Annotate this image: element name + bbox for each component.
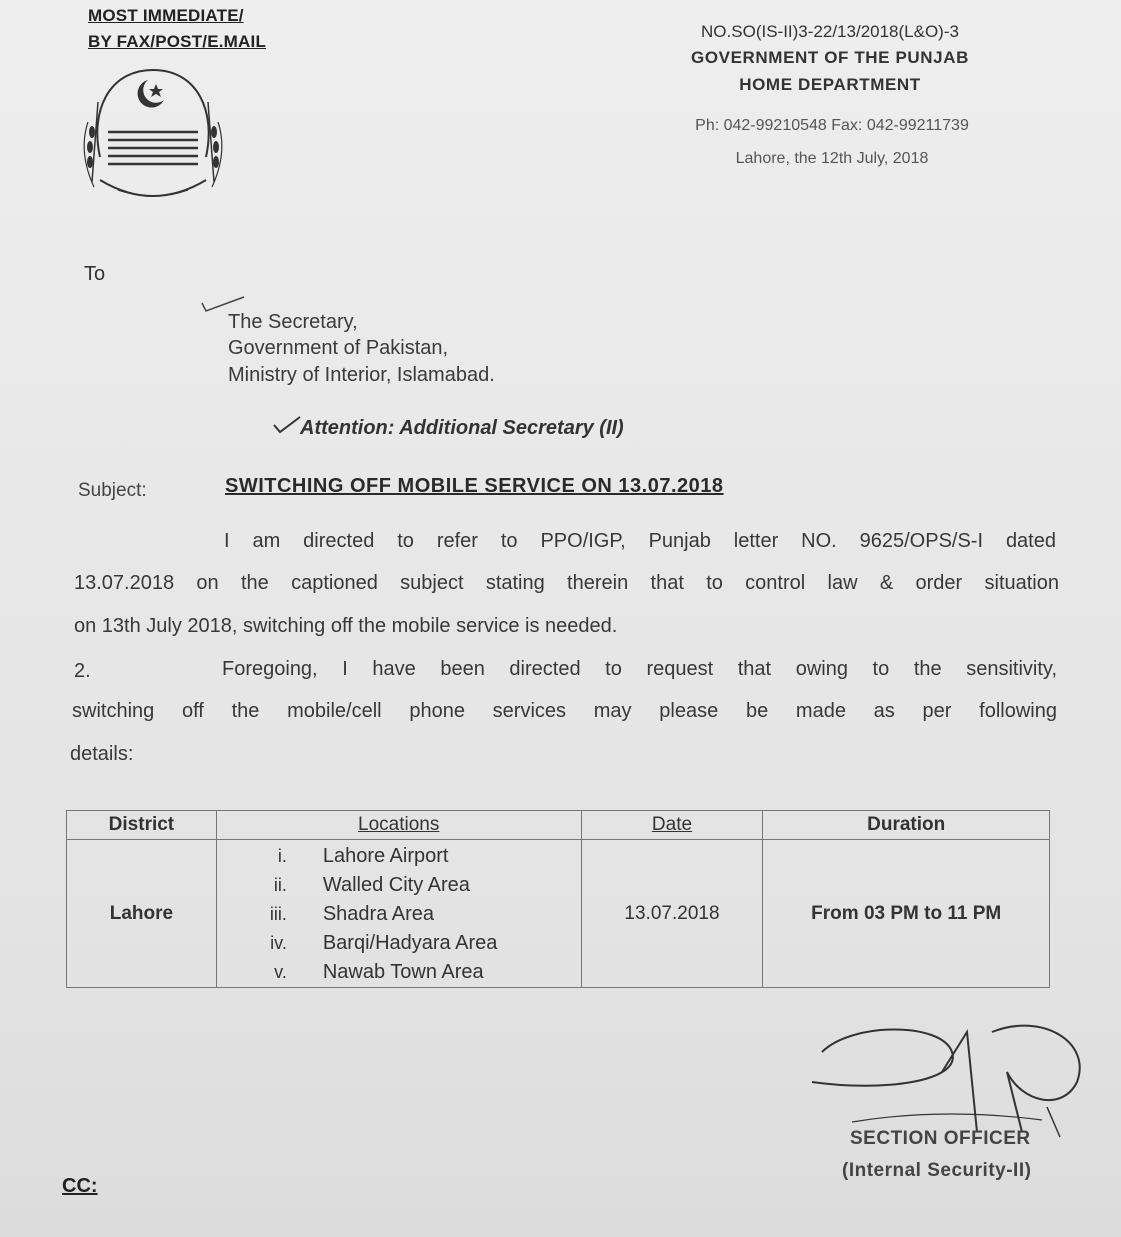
location-name: Walled City Area (322, 874, 470, 896)
paragraph-2-line-3: details: (70, 743, 134, 765)
service-suspension-table (66, 810, 1050, 986)
header-district: District (67, 811, 217, 840)
location-name: Lahore Airport (322, 845, 449, 867)
table-row (67, 840, 1050, 988)
cc-label: CC: (62, 1175, 98, 1197)
letter-date: Lahore, the 12th July, 2018 (735, 150, 929, 167)
addressee-line-1: The Secretary, (228, 311, 358, 333)
paragraph-2-number: 2. (74, 660, 91, 682)
location-name: Barqi/Hadyara Area (322, 932, 498, 954)
cell-date: 13.07.2018 (581, 840, 763, 988)
list-item (217, 871, 581, 900)
government-name: GOVERNMENT OF THE PUNJAB (691, 48, 969, 67)
location-number: ii. (273, 875, 287, 895)
list-item (217, 842, 581, 871)
contact-numbers: Ph: 042-99210548 Fax: 042-99211739 (695, 117, 969, 134)
list-item (217, 958, 581, 987)
header-locations: Locations (216, 811, 581, 840)
location-name: Shadra Area (322, 903, 435, 925)
location-number: i. (277, 846, 287, 866)
list-item (217, 900, 581, 929)
punjab-emblem-icon (68, 62, 238, 212)
signatory-title: SECTION OFFICER (850, 1128, 1031, 1149)
signatory-wing: (Internal Security-II) (842, 1160, 1032, 1181)
attention-line: Attention: Additional Secretary (II) (300, 417, 624, 439)
location-number: iv. (270, 933, 287, 953)
header-date: Date (581, 811, 763, 840)
location-number: v. (274, 962, 287, 982)
priority-line-2: BY FAX/POST/E.MAIL (88, 32, 267, 51)
reference-number: NO.SO(IS-II)3-22/13/2018(L&O)-3 (701, 22, 959, 41)
subject-label: Subject: (78, 480, 147, 501)
cell-district: Lahore (67, 840, 217, 988)
checkmark-icon (272, 415, 302, 435)
list-item (217, 929, 581, 958)
header-duration: Duration (763, 811, 1050, 840)
cell-duration: From 03 PM to 11 PM (763, 840, 1050, 988)
paragraph-2-line-2: switching off the mobile/cell phone services may please be made as per following (72, 700, 1057, 722)
cell-locations (216, 840, 581, 988)
table-header-row (67, 811, 1050, 840)
subject-text: SWITCHING OFF MOBILE SERVICE ON 13.07.2018 (225, 475, 724, 497)
paragraph-1-line-3: on 13th July 2018, switching off the mobile service is needed. (74, 615, 618, 637)
addressee-line-3: Ministry of Interior, Islamabad. (228, 364, 495, 386)
department-name: HOME DEPARTMENT (739, 75, 921, 94)
addressee-line-2: Government of Pakistan, (228, 337, 449, 359)
paragraph-1-line-1: I am directed to refer to PPO/IGP, Punjab letter NO. 9625/OPS/S-I dated (224, 530, 1056, 552)
location-number: iii. (269, 904, 287, 924)
paragraph-2-line-1: Foregoing, I have been directed to request that owing to the sensitivity, (222, 658, 1057, 680)
priority-line-1: MOST IMMEDIATE/ (88, 6, 244, 25)
to-label: To (84, 263, 106, 285)
paragraph-1-line-2: 13.07.2018 on the captioned subject stating therein that to control law & order situation (74, 572, 1059, 594)
location-name: Nawab Town Area (322, 961, 484, 983)
